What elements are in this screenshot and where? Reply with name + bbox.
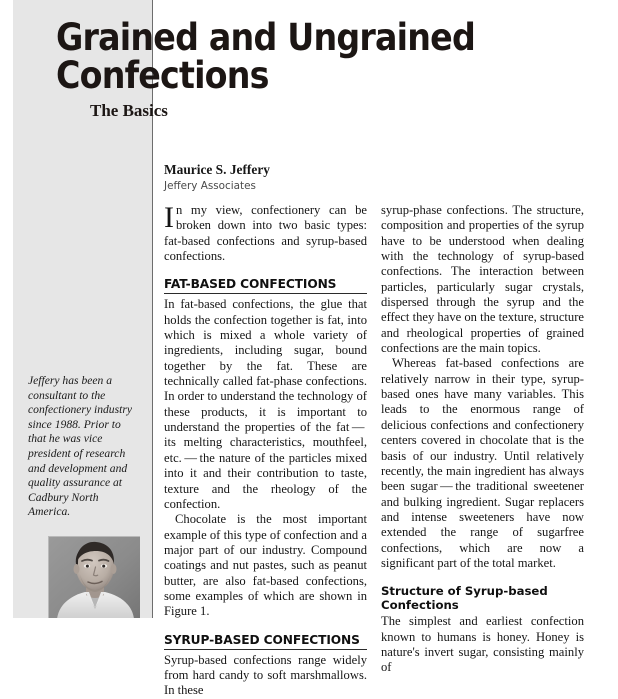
column-right <box>381 203 584 676</box>
portrait-image <box>49 537 140 618</box>
subheading-structure-of-syrup-based-confections: Structure of Syrup-based Confections <box>381 584 548 613</box>
section-heading-fat-based: FAT-BASED CONFECTIONS <box>164 277 367 294</box>
page-title-line-1: Grained and Ungrained <box>56 16 475 59</box>
paragraph: Chocolate is the most important example of this type of confection and a major part of our industry. Compound coatings and nut pastes, such as peanut butter, are also fat-based confections, some examples of which are shown in Figure 1. <box>164 512 367 619</box>
title-block <box>56 16 576 121</box>
author-affiliation: Jeffery Associates <box>164 180 256 192</box>
paragraph: In fat-based confections, the glue that holds the confection together is fat, into which is mixed a whole variety of ingredients, including sugar, bound together by the fat. These are technically called fat-phase confections. In order to understand the technology of these products, it is important to understand the properties of the fat — its melting characteristics, mouthfeel, etc. — the nature of the particles mixed into it and their contribution to taste, texture and the rheology of the confection. <box>164 297 367 511</box>
paragraph: Whereas fat-based confections are relatively narrow in their type, syrup-based ones have many variables. This leads to the enormous range of delicious confections and confectionery centers covered in chocolate that is the basis of our industry. Until relatively recently, the main ingredient has always been sugar — the traditional sweetener and bulking ingredient. Sugar replacers and intense sweeteners have now extended the range of sugarfree confections, which are now a significant part of the total market. <box>381 356 584 570</box>
author-bio: Jeffery has been a consultant to the confectionery industry since 1988. Prior to that he was vice president of research and development and quality assurance at Cadbury North America. <box>28 374 132 519</box>
page-subtitle: The Basics <box>90 101 168 120</box>
paragraph: Syrup-based confections range widely from hard candy to soft marshmallows. In these <box>164 652 367 698</box>
drop-cap: I <box>164 201 174 234</box>
author-name: Maurice S. Jeffery <box>164 162 270 177</box>
paragraph: The simplest and earliest confection known to humans is honey. Honey is nature's invert sugar, consisting mainly of <box>381 614 584 675</box>
intro-paragraph-text: n my view, confectionery can be broken down into two basic types: fat-based confections and syrup-based confections. <box>164 203 367 264</box>
author-portrait-photo <box>48 536 140 618</box>
section-heading-syrup-based: SYRUP-BASED CONFECTIONS <box>164 633 367 650</box>
paragraph: syrup-phase confections. The structure, composition and properties of the syrup have to be understood when dealing with the technology of syrup-based confections. The interaction between particles, particularly sugar crystals, dispersed through the syrup and the effect they have on the texture, structure and rheological properties of grained confections are the main topics. <box>381 203 584 356</box>
page-title-line-2: Confections <box>56 54 269 97</box>
author-block <box>164 162 364 193</box>
column-left <box>164 203 367 699</box>
intro-paragraph <box>164 203 367 264</box>
